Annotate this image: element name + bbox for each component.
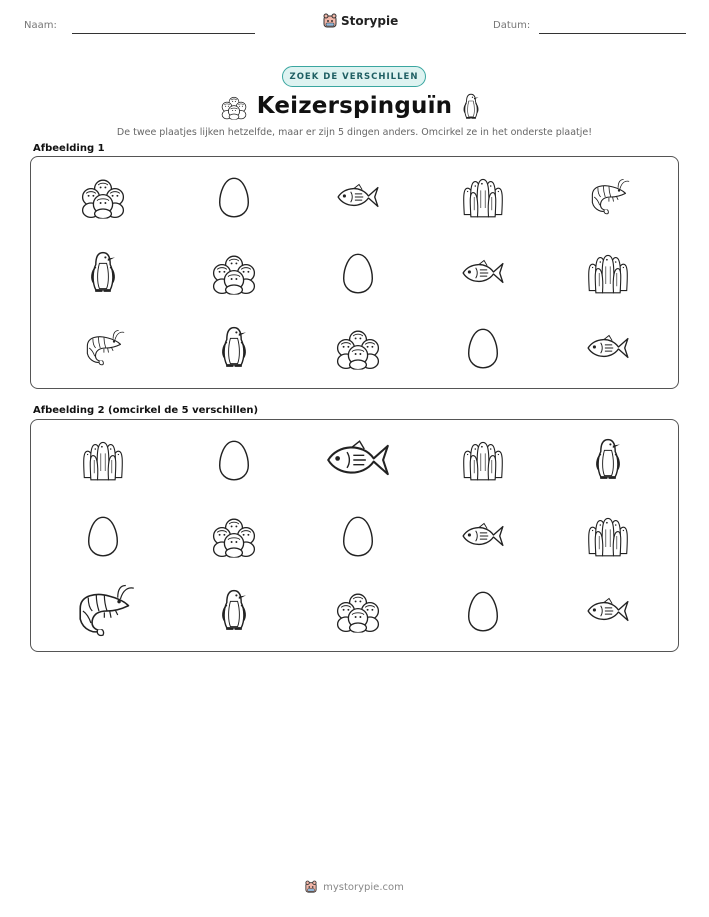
penguin-huddle-icon[interactable]	[81, 437, 125, 483]
egg-icon	[341, 251, 375, 295]
egg-icon	[466, 326, 500, 370]
egg-icon[interactable]	[466, 589, 500, 633]
penguin-chicks-icon	[79, 175, 127, 219]
fish-icon[interactable]	[585, 597, 631, 625]
brand-name: Storypie	[341, 14, 399, 28]
fish-icon[interactable]	[324, 439, 393, 481]
date-label: Datum:	[493, 20, 531, 31]
picture2-label: Afbeelding 2 (omcirkel de 5 verschillen)	[33, 405, 259, 416]
page-title: Keizerspinguïn	[256, 93, 453, 119]
penguin-chicks-icon[interactable]	[334, 589, 382, 633]
title-penguin-icon	[461, 92, 481, 126]
shrimp-icon	[585, 178, 631, 216]
name-line[interactable]	[72, 33, 255, 34]
instructions: De twee plaatjes lijken hetzelfde, maar er zijn 5 dingen anders. Omcirkel ze in het onderste plaatje!	[116, 127, 593, 138]
footer-url: mystorypie.com	[323, 881, 404, 893]
penguin-huddle-icon[interactable]	[586, 513, 630, 559]
date-line[interactable]	[539, 33, 686, 34]
penguin-huddle-icon	[461, 174, 505, 220]
egg-icon[interactable]	[86, 514, 120, 558]
penguin-chicks-icon	[334, 326, 382, 370]
egg-icon[interactable]	[217, 438, 251, 482]
fish-icon[interactable]	[460, 522, 506, 550]
penguin-icon[interactable]	[219, 587, 249, 635]
penguin-huddle-icon[interactable]	[461, 437, 505, 483]
penguin-chicks-icon	[210, 251, 258, 295]
penguin-icon	[219, 324, 249, 372]
picture1-panel	[30, 156, 679, 389]
footer	[0, 880, 709, 894]
mascot-icon	[305, 880, 317, 894]
shrimp-icon[interactable]	[70, 584, 137, 639]
activity-badge: ZOEK DE VERSCHILLEN	[282, 66, 426, 87]
picture2-panel[interactable]	[30, 419, 679, 652]
egg-icon[interactable]	[341, 514, 375, 558]
mascot-icon	[323, 13, 337, 29]
fish-icon	[460, 259, 506, 287]
penguin-huddle-icon	[586, 250, 630, 296]
fish-icon	[335, 183, 381, 211]
penguin-chicks-icon[interactable]	[210, 514, 258, 558]
shrimp-icon	[80, 329, 126, 367]
name-label: Naam:	[24, 20, 57, 31]
penguin-icon[interactable]	[593, 436, 623, 484]
egg-icon	[217, 175, 251, 219]
storypie-logo	[323, 13, 398, 29]
picture1-label: Afbeelding 1	[33, 143, 105, 154]
penguin-icon	[88, 249, 118, 297]
fish-icon	[585, 334, 631, 362]
